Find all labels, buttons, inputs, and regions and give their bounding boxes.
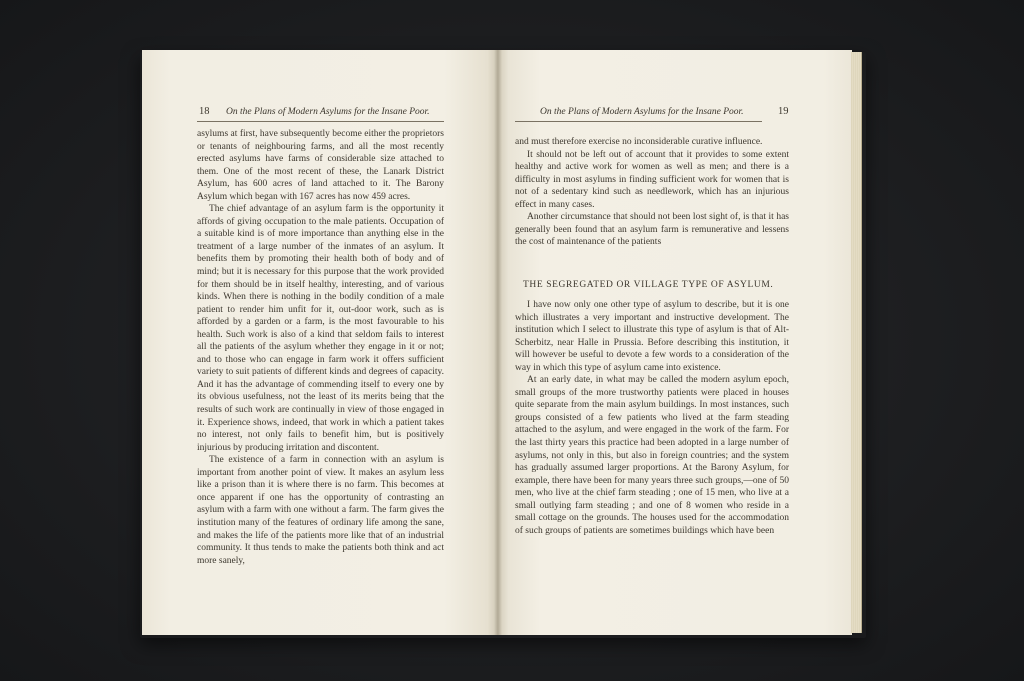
left-header-rule (197, 121, 444, 122)
right-paragraph-1: and must therefore exercise no inconsiderable curative influence. (515, 137, 763, 147)
left-page-body (197, 128, 444, 567)
right-page-body-top (515, 136, 789, 249)
left-page-number: 18 (199, 106, 210, 117)
left-running-head: On the Plans of Modern Asylums for the Insane Poor. (226, 107, 430, 117)
book-gutter (494, 50, 502, 635)
page-edges (851, 52, 862, 633)
right-running-head: On the Plans of Modern Asylums for the Insane Poor. (540, 107, 744, 117)
right-paragraph-3: Another circumstance that should not been lost sight of, is that it has generally been found that an asylum farm is remunerative and lessens the cost of maintenance of the patients (515, 212, 789, 248)
left-paragraph-1: asylums at first, have subsequently become either the proprietors or tenants of neighbouring farms, and all the most recently erected asylums have farms of considerable size attached to them. One of the most recent of these, the Lanark District Asylum, has 600 acres of land attached to it. The Barony Asylum which began with 167 acres has now 459 acres. (197, 129, 444, 202)
right-page-body-bottom (515, 299, 789, 537)
right-header-rule (515, 121, 762, 122)
section-heading: THE SEGREGATED OR VILLAGE TYPE OF ASYLUM. (523, 280, 774, 290)
right-paragraph-5: At an early date, in what may be called the modern asylum epoch, small groups of the more trustworthy patients were placed in houses quite separate from the main asylum buildings. In most instances, such groups consisted of a few patients who lived at the farm steading attached to the asylum, and were engaged in the work of the farm. For the last thirty years this practice had been adopted in a large number of asylums, not only in this, but also in foreign countries; and the system has gradually assumed larger proportions. At the Barony Asylum, for example, there have been for many years three such groups,—one of 50 men, who live at the chief farm steading ; one of 15 men, who live at a small outlying farm steading ; and one of 8 women who reside in a small cottage on the grounds. The houses used for the accommodation of such groups of patients are sometimes buildings which have been (515, 375, 789, 536)
right-paragraph-2: It should not be left out of account that it provides to some extent healthy and active work for women as well as men; and there is a difficulty in most asylums in finding sufficient work for women that is not of a sedentary kind such as needlework, which has an injurious effect in many cases. (515, 149, 789, 210)
right-page-number: 19 (778, 106, 789, 117)
left-paragraph-2: The chief advantage of an asylum farm is the opportunity it affords of giving occupation to the male patients. Occupation of a suitable kind is of more importance than anything else in the treatment of a large number of the inmates of an asylum. It benefits them by promoting their health both of body and of mind; but it is necessary for this purpose that the work provided for them should be in itself healthy, interesting, and of various kinds. When there is nothing in the bodily condition of a male patient to render him unfit for it, out-door work, such as is afforded by a garden or a farm, is the most favourable to his health. Such work is also of a kind that seldom fails to interest all the patients of the asylum whether they engage in it or not; and to those who can engage in farm work it offers sufficient variety to suit patients of different kinds and degrees of capacity. And it has the advantage of commending itself to every one by its obvious usefulness, not the least of its merits being that the results of such work are continually in view of those engaged in it. Experience shows, indeed, that work in which a patient takes no interest, not only fails to benefit him, but is positively injurious by producing irritation and discontent. (197, 204, 444, 453)
left-paragraph-3: The existence of a farm in connection with an asylum is important from another point of view. It makes an asylum less like a prison than it is where there is no farm. This becomes at once apparent if one has the opportunity of contrasting an asylum with a farm with one without a farm. The farm gives the institution many of the features of ordinary life among the sane, and makes the life of the patients more like that of an industrial community. It thus tends to make the patients both think and act more sanely, (197, 455, 444, 566)
right-paragraph-4: I have now only one other type of asylum to describe, but it is one which illustrates a very important and instructive development. The institution which I select to illustrate this type of asylum is that of Alt-Scherbitz, near Halle in Prussia. Before describing this institution, it will however be useful to devote a few words to a consideration of the way in which this type of asylum came into existence. (515, 300, 789, 373)
